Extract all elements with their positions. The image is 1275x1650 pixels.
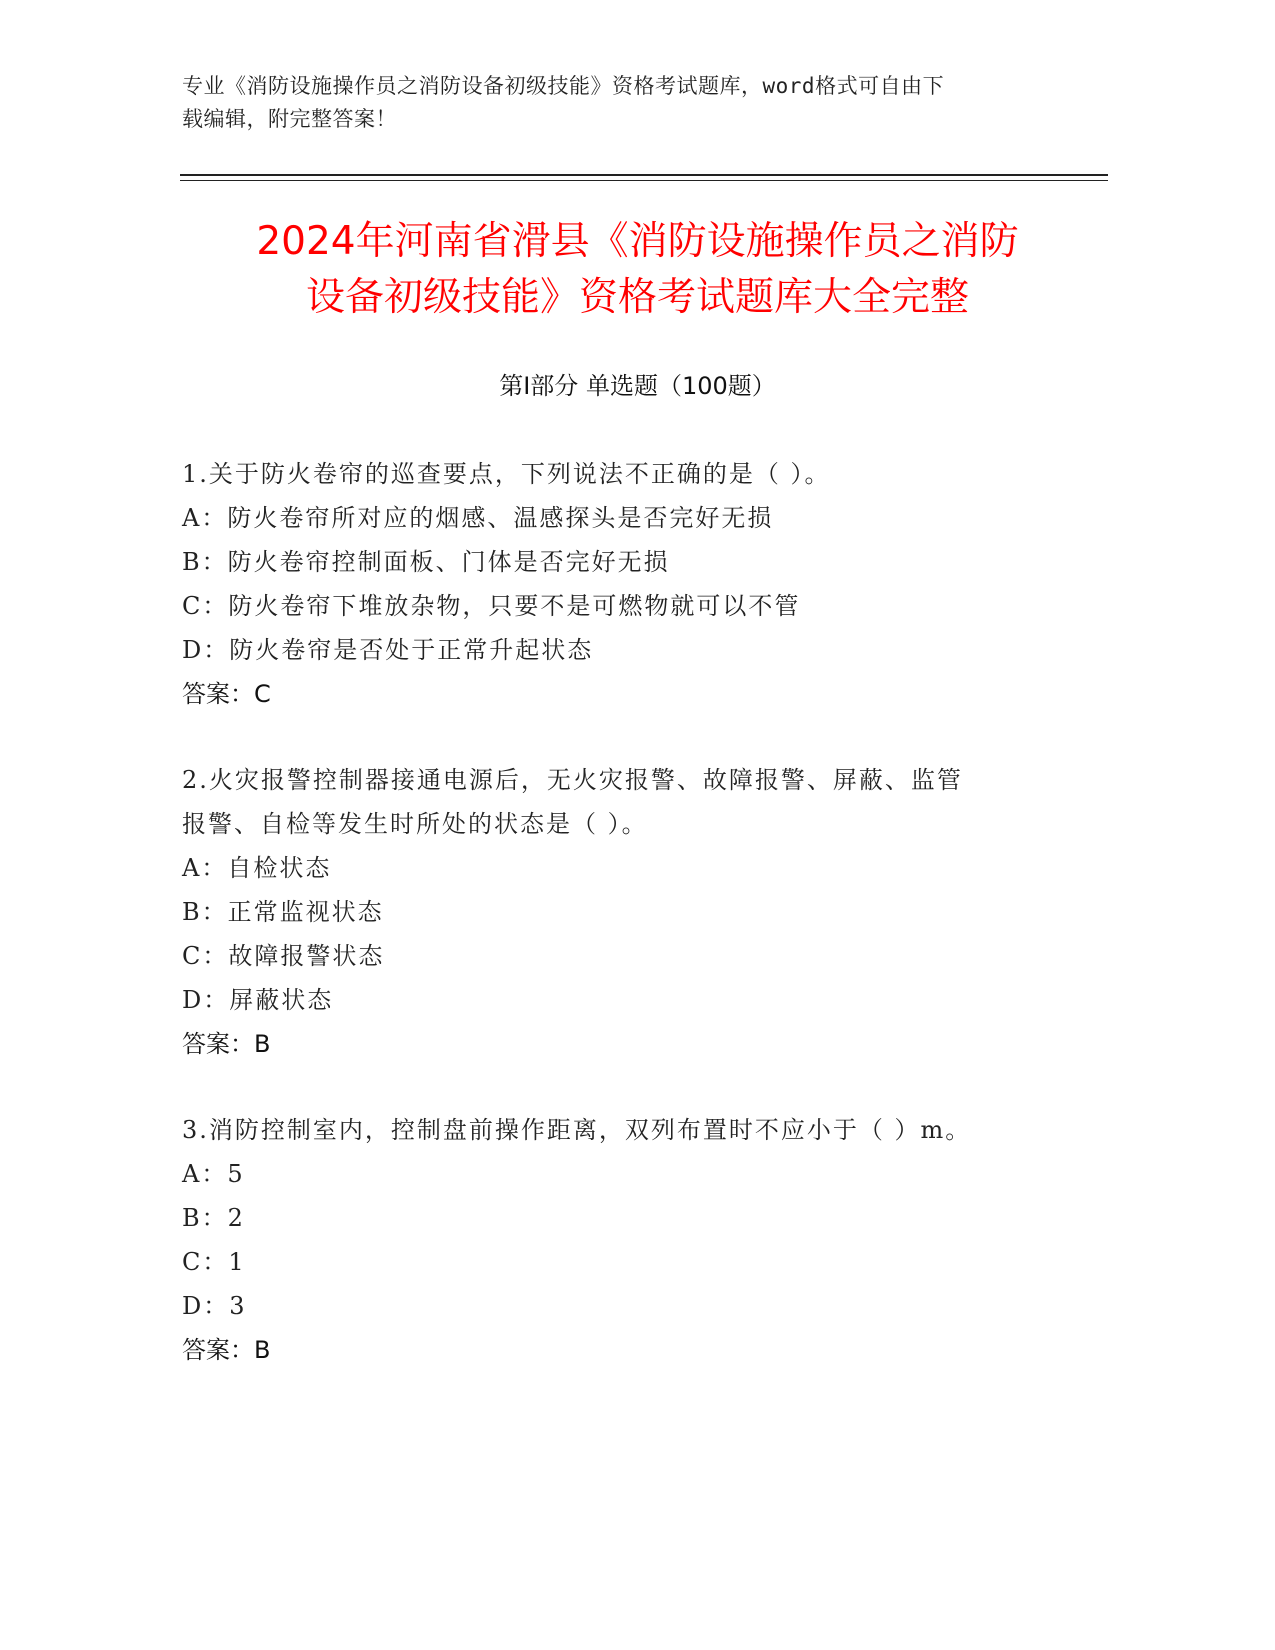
- question-stem: 2.火灾报警控制器接通电源后，无火灾报警、故障报警、屏蔽、监管: [182, 766, 963, 794]
- answer: 答案：B: [182, 1336, 271, 1364]
- header-note-line-1: 专业《消防设施操作员之消防设备初级技能》资格考试题库，word格式可自由下: [182, 74, 945, 98]
- question-stem-continued: 报警、自检等发生时所处的状态是（ ）。: [182, 810, 648, 838]
- document-title: [150, 214, 1125, 326]
- header-divider-thin: [180, 180, 1108, 181]
- option-b: B：2: [182, 1204, 245, 1232]
- option-b: B：正常监视状态: [182, 898, 384, 926]
- option-a: A：自检状态: [182, 854, 332, 882]
- question-3: [182, 1108, 1062, 1372]
- document-title-line-1: 2024年河南省滑县《消防设施操作员之消防: [256, 219, 1019, 264]
- option-d: D：屏蔽状态: [182, 986, 334, 1014]
- option-b: B：防火卷帘控制面板、门体是否完好无损: [182, 548, 670, 576]
- question-stem: 1.关于防火卷帘的巡查要点，下列说法不正确的是（ ）。: [182, 460, 831, 488]
- question-list: [182, 452, 1062, 1414]
- option-c: C：1: [182, 1248, 246, 1276]
- option-c: C：故障报警状态: [182, 942, 385, 970]
- option-a: A：5: [182, 1160, 245, 1188]
- option-a: A：防火卷帘所对应的烟感、温感探头是否完好无损: [182, 504, 774, 532]
- question-1: [182, 452, 1062, 716]
- section-heading: 第I部分 单选题（100题）: [499, 372, 776, 400]
- header-divider-thick: [180, 174, 1108, 176]
- option-d: D：防火卷帘是否处于正常升起状态: [182, 636, 594, 664]
- answer: 答案：C: [182, 680, 271, 708]
- option-c: C：防火卷帘下堆放杂物，只要不是可燃物就可以不管: [182, 592, 801, 620]
- question-stem: 3.消防控制室内，控制盘前操作距离，双列布置时不应小于（ ）m。: [182, 1116, 972, 1144]
- header-note: [182, 70, 1082, 136]
- header-note-line-2: 载编辑，附完整答案！: [182, 107, 397, 131]
- document-title-line-2: 设备初级技能》资格考试题库大全完整: [305, 275, 969, 320]
- option-d: D：3: [182, 1292, 247, 1320]
- question-2: [182, 758, 1062, 1066]
- answer: 答案：B: [182, 1030, 271, 1058]
